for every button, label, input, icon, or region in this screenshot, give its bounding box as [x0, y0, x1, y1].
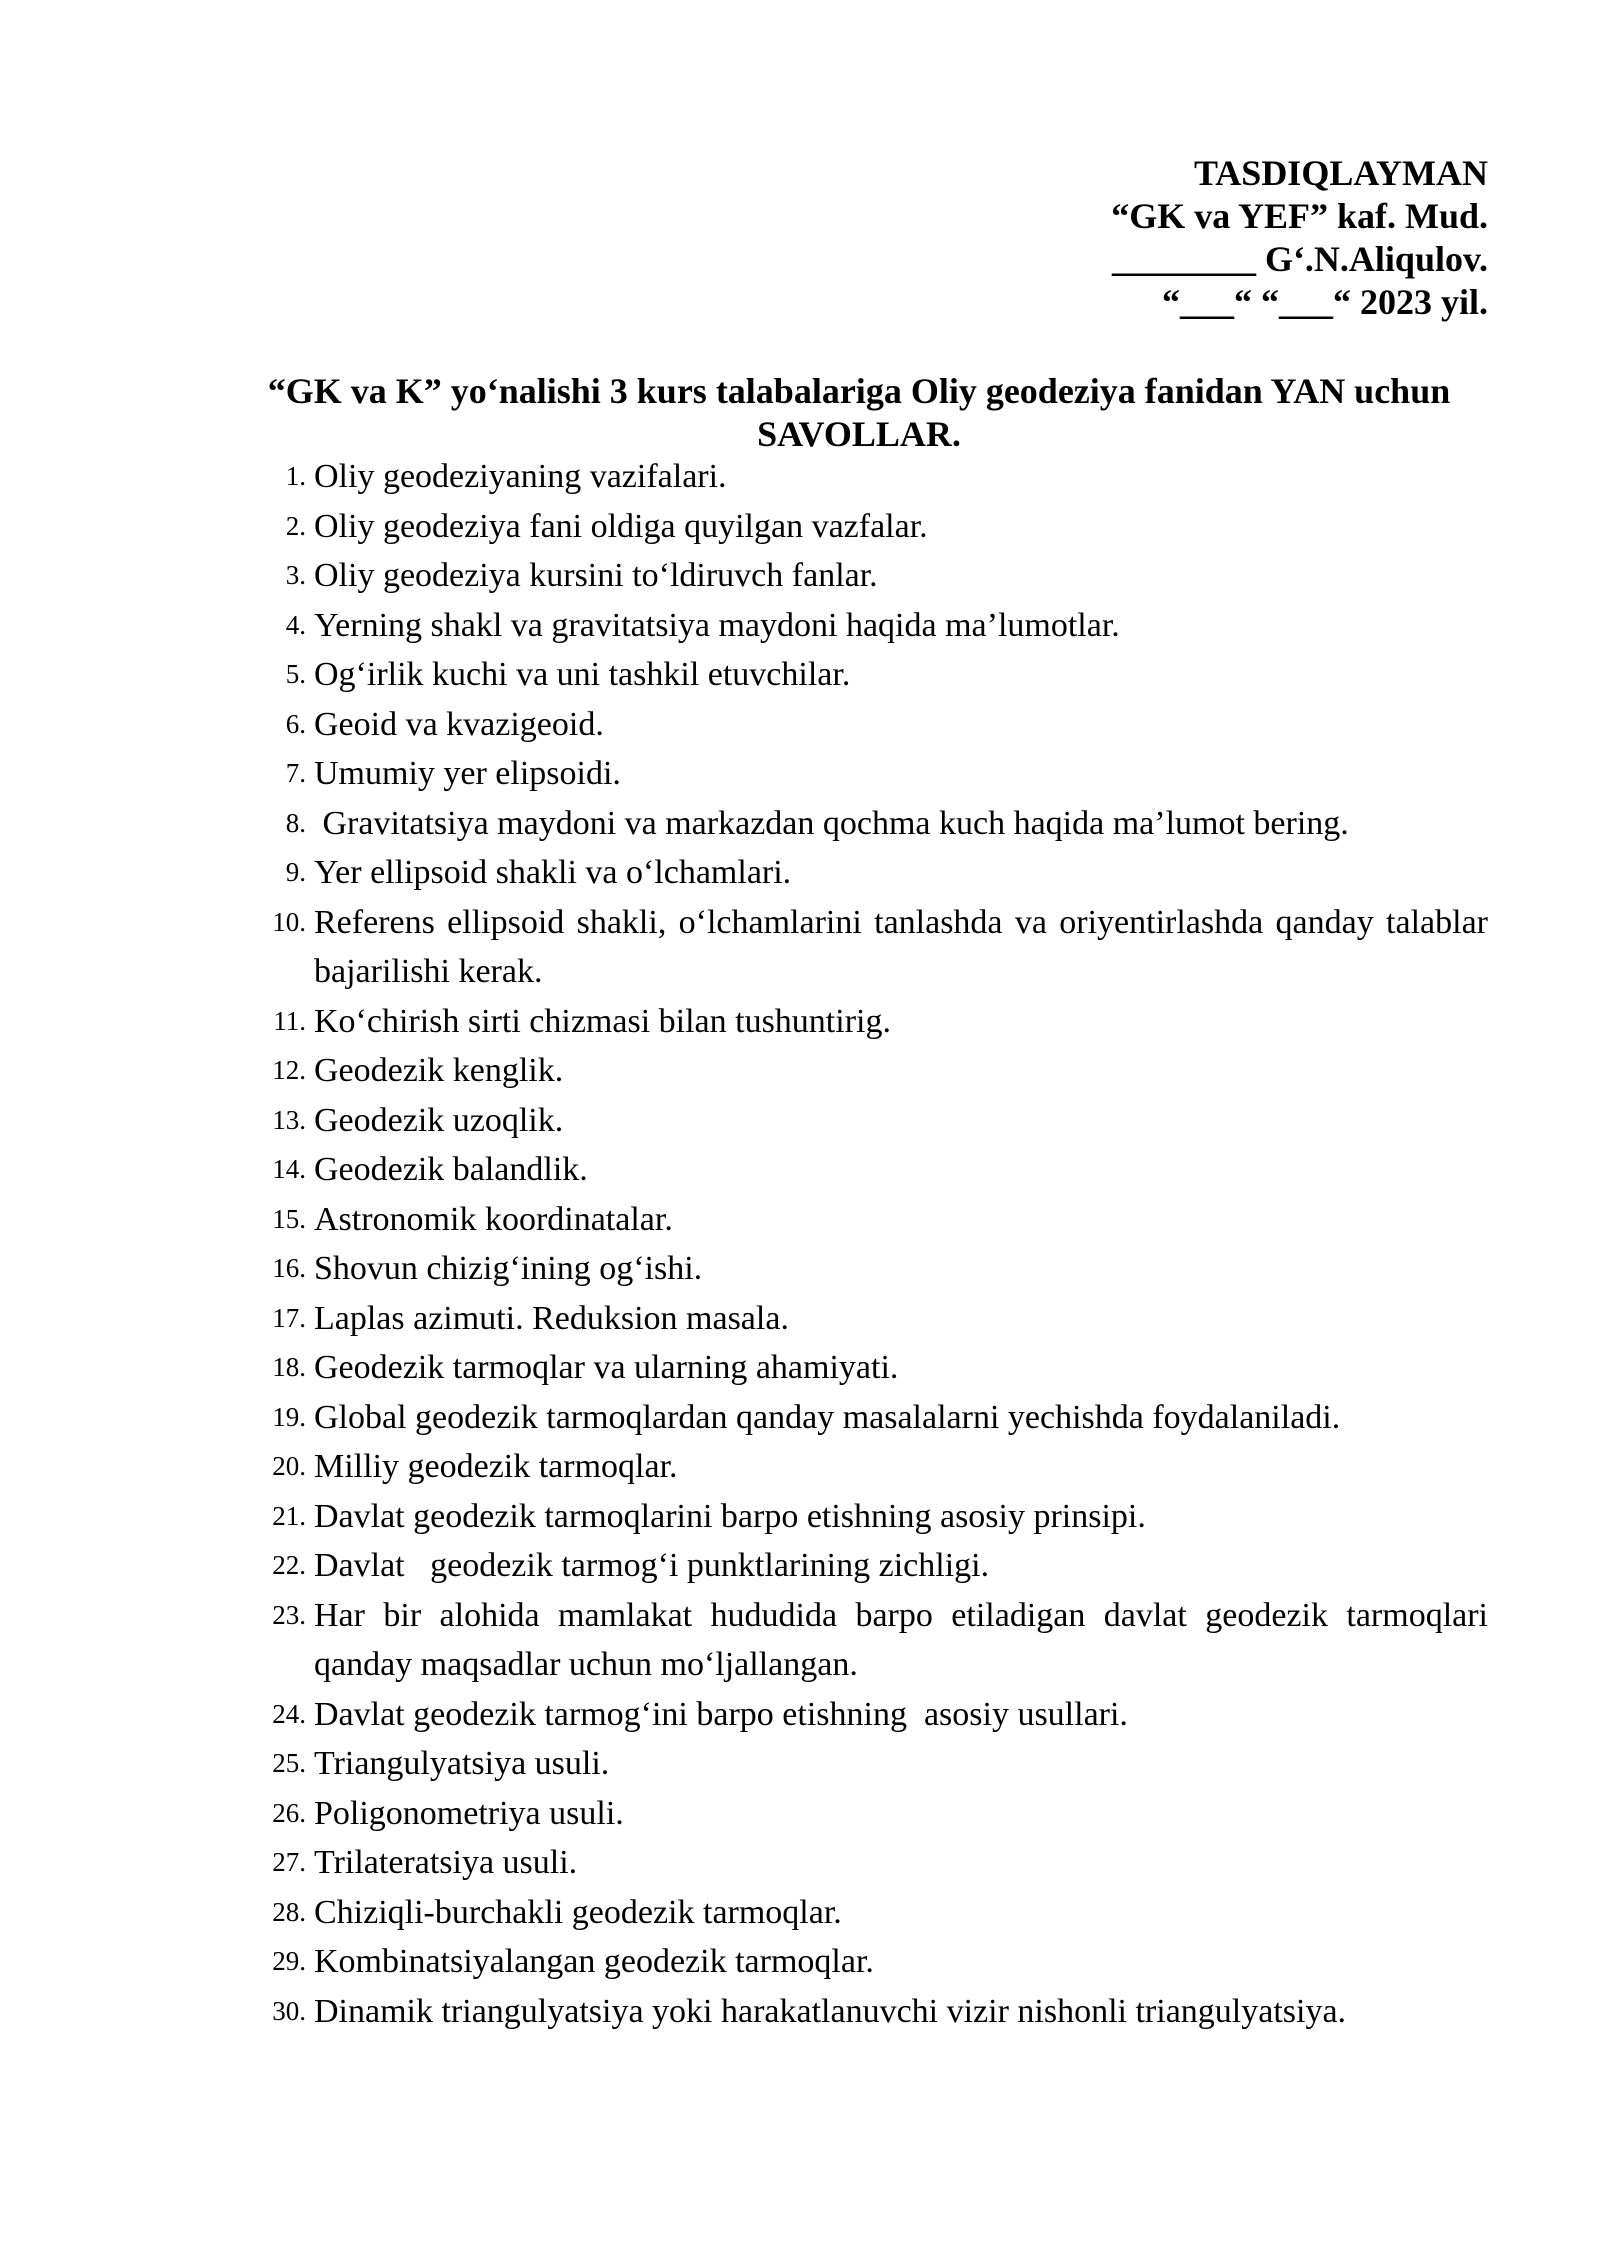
question-item	[230, 898, 1497, 997]
question-number: 29.	[272, 1946, 306, 1976]
question-text: Davlat geodezik tarmog‘i punktlarining zichligi.	[314, 1547, 990, 1584]
question-number: 17.	[272, 1302, 306, 1333]
question-text: Geoid va kvazigeoid.	[314, 705, 604, 743]
approval-date: “___“ “___“ 2023 yil.	[1161, 282, 1488, 322]
question-number: 18.	[272, 1352, 306, 1382]
question-text: Referens ellipsoid shakli, o‘lchamlarini tanlashda va oriyentirlashda qanday talablar bajarilishi kerak.	[314, 903, 1497, 990]
heading-line-1: “GK va K” yo‘nalishi 3 kurs talabalariga Oliy geodeziya fanidan YAN uchun	[267, 371, 1451, 411]
question-item	[230, 799, 1488, 849]
question-text: Geodezik balandlik.	[314, 1151, 588, 1188]
question-text: Og‘irlik kuchi va uni tashkil etuvchilar.	[314, 656, 851, 693]
question-text: Yerning shakl va gravitatsiya maydoni haqida ma’lumotlar.	[314, 606, 1120, 644]
question-number: 14.	[272, 1154, 306, 1184]
question-item	[230, 1195, 1488, 1245]
question-text: Milliy geodezik tarmoqlar.	[314, 1448, 678, 1485]
question-text: Laplas azimuti. Reduksion masala.	[314, 1299, 789, 1337]
question-text: Chiziqli-burchakli geodezik tarmoqlar.	[314, 1893, 842, 1931]
question-text: Oliy geodeziya fani oldiga quyilgan vazfalar.	[314, 507, 928, 545]
question-text: Davlat geodezik tarmog‘ini barpo etishning asosiy usullari.	[314, 1695, 1128, 1733]
question-item	[230, 1838, 1488, 1888]
question-item	[230, 848, 1488, 898]
question-item	[230, 551, 1488, 601]
question-text: Dinamik triangulyatsiya yoki harakatlanuvchi vizir nishonli triangulyatsiya.	[314, 1992, 1347, 2030]
question-number: 12.	[272, 1055, 306, 1085]
question-number: 25.	[272, 1748, 306, 1778]
approval-department: “GK va YEF” kaf. Mud.	[1111, 196, 1488, 236]
question-item	[230, 1096, 1488, 1146]
question-number: 30.	[272, 1995, 306, 2026]
question-item	[230, 1442, 1488, 1492]
question-number: 10.	[272, 906, 306, 937]
question-item	[230, 1343, 1488, 1393]
question-item	[230, 749, 1488, 799]
question-item	[230, 601, 1488, 651]
question-number: 15.	[272, 1203, 306, 1234]
question-item	[230, 1739, 1488, 1789]
question-text: Oliy geodeziya kursini to‘ldiruvch fanlar.	[314, 557, 878, 594]
question-number: 24.	[272, 1698, 306, 1729]
question-text: Trilateratsiya usuli.	[314, 1844, 578, 1881]
question-item	[230, 1244, 1488, 1294]
question-number: 28.	[272, 1896, 306, 1927]
question-number: 27.	[272, 1847, 306, 1877]
question-item	[230, 1541, 1488, 1591]
question-number: 7.	[285, 758, 306, 788]
question-number: 21.	[272, 1500, 306, 1531]
question-number: 4.	[285, 609, 306, 640]
question-list	[230, 452, 1497, 2036]
question-text: Astronomik koordinatalar.	[314, 1200, 673, 1238]
question-text: Shovun chizig‘ining og‘ishi.	[314, 1250, 703, 1287]
question-text: Geodezik uzoqlik.	[314, 1101, 564, 1139]
question-text: Davlat geodezik tarmoqlarini barpo etishning asosiy prinsipi.	[314, 1497, 1146, 1535]
question-item	[230, 452, 1488, 502]
question-text: Yer ellipsoid shakli va o‘lchamlari.	[314, 854, 792, 891]
question-number: 5.	[285, 659, 306, 689]
question-item	[230, 1046, 1488, 1096]
question-number: 6.	[285, 708, 306, 739]
question-number: 1.	[285, 461, 306, 491]
question-item	[230, 1987, 1488, 2037]
document-heading	[230, 370, 1488, 456]
question-text: Poligonometriya usuli.	[314, 1794, 624, 1832]
question-text: Geodezik kenglik.	[314, 1052, 564, 1089]
question-text: Geodezik tarmoqlar va ularning ahamiyati.	[314, 1349, 899, 1386]
question-item	[230, 1690, 1488, 1740]
question-text: Umumiy yer elipsoidi.	[314, 755, 621, 792]
approval-title: TASDIQLAYMAN	[1193, 153, 1488, 193]
question-number: 9.	[285, 857, 306, 887]
question-item	[230, 1789, 1488, 1839]
question-item	[230, 700, 1488, 750]
question-item	[230, 1937, 1488, 1987]
question-number: 11.	[273, 1005, 306, 1036]
question-item	[230, 1145, 1488, 1195]
question-text: Global geodezik tarmoqlardan qanday masalalarni yechishda foydalaniladi.	[314, 1398, 1341, 1436]
question-number: 22.	[272, 1550, 306, 1580]
question-number: 16.	[272, 1253, 306, 1283]
question-text: Triangulyatsiya usuli.	[314, 1745, 610, 1782]
question-number: 13.	[272, 1104, 306, 1135]
question-item	[230, 502, 1488, 552]
question-text: Ko‘chirish sirti chizmasi bilan tushuntirig.	[314, 1002, 891, 1040]
question-item	[230, 1393, 1488, 1443]
question-text: Oliy geodeziyaning vazifalari.	[314, 458, 727, 495]
question-text: Har bir alohida mamlakat hududida barpo etiladigan davlat geodezik tarmoqlari qanday maqsadlar uchun mo‘ljallangan.	[314, 1596, 1497, 1683]
question-number: 23.	[272, 1599, 306, 1630]
question-item	[230, 1492, 1488, 1542]
approval-signature: ________ G‘.N.Aliqulov.	[1111, 239, 1488, 279]
question-text: Gravitatsiya maydoni va markazdan qochma kuch haqida ma’lumot bering.	[314, 804, 1349, 842]
question-number: 26.	[272, 1797, 306, 1828]
question-number: 8.	[285, 807, 306, 838]
question-item	[230, 1294, 1488, 1344]
question-number: 19.	[272, 1401, 306, 1432]
question-item	[230, 1888, 1488, 1938]
question-number: 2.	[285, 510, 306, 541]
question-item	[230, 997, 1488, 1047]
heading-line-2: SAVOLLAR.	[757, 414, 961, 454]
question-item	[230, 1591, 1497, 1690]
question-number: 3.	[285, 560, 306, 590]
question-item	[230, 650, 1488, 700]
question-text: Kombinatsiyalangan geodezik tarmoqlar.	[314, 1943, 874, 1980]
approval-block	[788, 152, 1488, 324]
question-number: 20.	[272, 1451, 306, 1481]
